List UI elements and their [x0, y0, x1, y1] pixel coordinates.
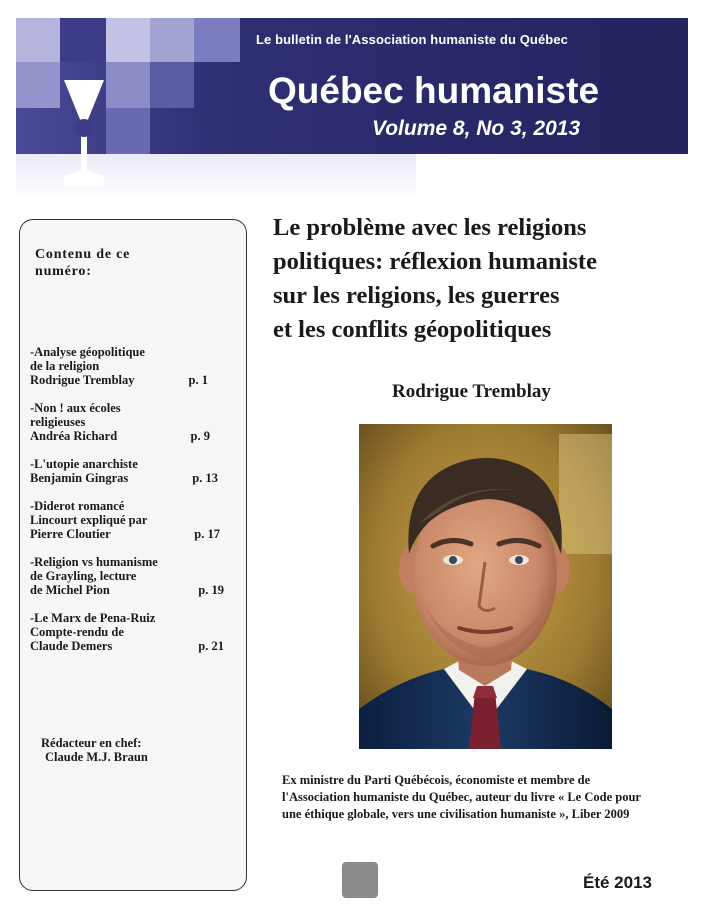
humanist-logo-icon	[62, 66, 106, 186]
toc-entry-line: -Religion vs humanisme	[30, 555, 158, 569]
banner-square	[106, 108, 150, 154]
toc-page-number: p. 21	[198, 639, 224, 653]
toc-page-number: p. 17	[194, 527, 220, 541]
banner-square	[16, 62, 60, 108]
toc-page-number: p. 19	[198, 583, 224, 597]
toc-entry-line: Pierre Cloutier	[30, 527, 111, 541]
headline-line: sur les religions, les guerres	[273, 282, 560, 309]
toc-entry-line: religieuses	[30, 415, 86, 429]
toc-entry[interactable]	[30, 401, 238, 443]
article-author: Rodrigue Tremblay	[392, 381, 551, 402]
toc-entry-line: Benjamin Gingras	[30, 471, 129, 485]
toc-entry[interactable]	[30, 611, 238, 653]
toc-page-number: p. 1	[188, 373, 208, 387]
toc-entry-line: de Michel Pion	[30, 583, 110, 597]
toc-entry-line: -Diderot romancé	[30, 499, 125, 513]
editor-name: Claude M.J. Braun	[45, 750, 148, 764]
article-headline	[273, 211, 703, 347]
toc-entry-line: -L'utopie anarchiste	[30, 457, 138, 471]
banner-square	[194, 18, 240, 62]
toc-entry-line: Andréa Richard	[30, 429, 118, 443]
toc-title: Contenu de ce numéro:	[35, 247, 131, 279]
masthead-banner	[16, 18, 688, 200]
headline-line: politiques: réflexion humaniste	[273, 248, 597, 275]
banner-square	[150, 18, 194, 62]
toc-entry[interactable]	[30, 499, 238, 541]
banner-square	[60, 18, 106, 62]
toc-page-number: p. 13	[192, 471, 218, 485]
toc-entry[interactable]	[30, 555, 238, 597]
editor-label: Rédacteur en chef:	[41, 736, 142, 750]
toc-entry-line: -Non ! aux écoles	[30, 401, 121, 415]
bulletin-subtitle: Le bulletin de l'Association humaniste du Québec	[256, 32, 568, 47]
table-of-contents	[19, 219, 247, 891]
banner-square	[150, 62, 194, 108]
toc-entry-line: Lincourt expliqué par	[30, 513, 148, 527]
volume-info: Volume 8, No 3, 2013	[372, 117, 581, 140]
author-photo	[359, 424, 612, 749]
headline-line: et les conflits géopolitiques	[273, 316, 552, 343]
page-marker	[342, 862, 378, 898]
toc-entry-line: Compte-rendu de	[30, 625, 124, 639]
toc-entry-line: -Analyse géopolitique	[30, 345, 145, 359]
banner-square	[106, 62, 150, 108]
photo-caption	[282, 772, 686, 823]
toc-entry-line: de la religion	[30, 359, 100, 373]
caption-line: une éthique globale, vers une civilisation humaniste », Liber 2009	[282, 807, 630, 821]
toc-entry[interactable]	[30, 345, 238, 387]
headline-line: Le problème avec les religions	[273, 214, 587, 241]
toc-entry-line: de Grayling, lecture	[30, 569, 137, 583]
issue-season: Été 2013	[583, 873, 652, 892]
portrait-photo-icon	[359, 424, 612, 749]
toc-page-number: p. 9	[190, 429, 210, 443]
toc-entry-line: Rodrigue Tremblay	[30, 373, 135, 387]
toc-entry-line: -Le Marx de Pena-Ruiz	[30, 611, 156, 625]
caption-line: l'Association humaniste du Québec, auteur du livre « Le Code pour	[282, 790, 641, 804]
editor-credit	[41, 736, 148, 764]
bulletin-title: Québec humaniste	[268, 70, 600, 111]
caption-line: Ex ministre du Parti Québécois, économiste et membre de	[282, 773, 591, 787]
banner-square	[106, 18, 150, 62]
banner-square	[16, 18, 60, 62]
toc-entry-line: Claude Demers	[30, 639, 113, 653]
toc-entry[interactable]	[30, 457, 238, 485]
